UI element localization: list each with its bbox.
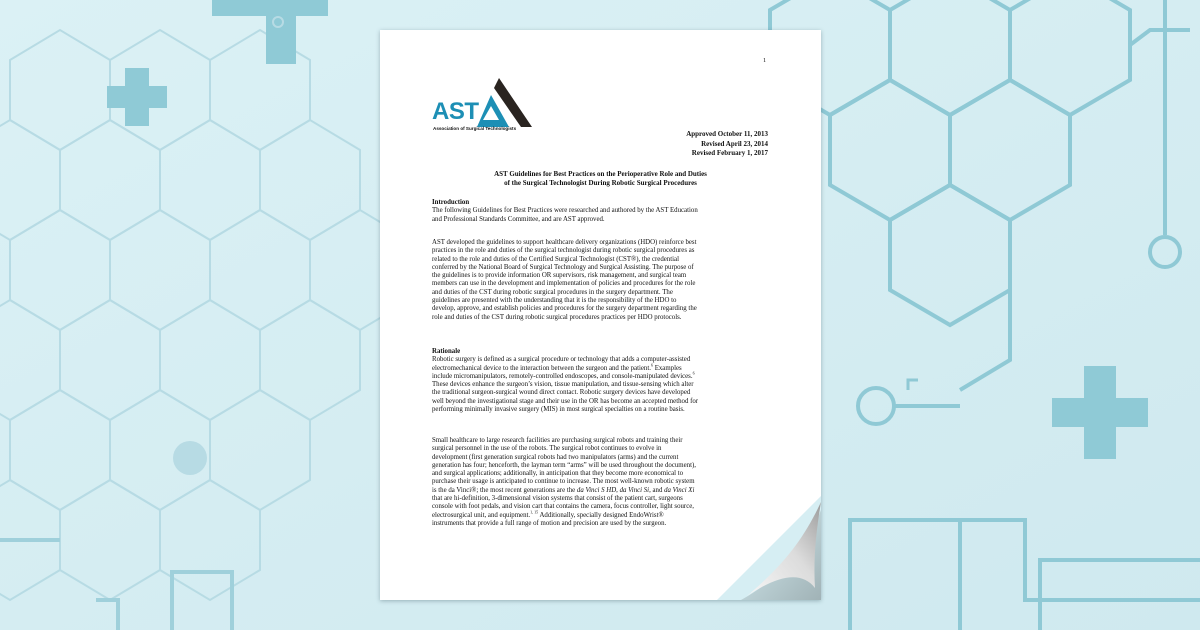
body-line: Robotic surgery is defined as a surgical procedure or technology that adds a computer-assisted xyxy=(432,356,691,364)
body-text: , and xyxy=(649,486,665,494)
body-line: the guidelines is to provide information OR supervisors, risk management, and surgical team xyxy=(432,272,687,280)
body-line: purchase their usage is anticipated to continue to increase. The most well-known robotic system xyxy=(432,478,695,486)
product-name: da Vinci S HD xyxy=(576,486,617,494)
body-line: that are hi-definition, 3-dimensional vision systems that consist of the patient cart, surgeons xyxy=(432,495,683,503)
body-line xyxy=(432,362,772,373)
body-line xyxy=(432,487,772,495)
body-line: surgical personnel in the use of the robots. The surgical robot continues to evolve in xyxy=(432,445,662,453)
page-number: 1 xyxy=(763,57,767,64)
body-line: the traditional surgeon-surgical wound direct contact. Robotic surgery devices have developed xyxy=(432,389,691,397)
product-name: da Vinci Si xyxy=(619,486,650,494)
document-title-line: AST Guidelines for Best Practices on the Perioperative Role and Duties xyxy=(494,170,707,178)
body-text: , xyxy=(616,486,620,494)
ast-logo xyxy=(432,78,542,138)
body-text: electrosurgical unit, and equipment. xyxy=(432,511,531,519)
body-line: instruments that provide a full range of motion and precision are used by the surgeon. xyxy=(432,519,667,527)
body-line xyxy=(432,509,772,520)
body-line: role and duties of the CST during robotic surgical procedures practices per HDO protocols. xyxy=(432,313,682,321)
body-line: guidelines are presented with the understanding that it is the responsibility of the HDO to xyxy=(432,297,677,305)
body-line: and duties of the CST during robotic surgical procedures in the surgery department. The xyxy=(432,288,673,296)
body-text: Examples xyxy=(652,364,682,372)
approval-date-line: Approved October 11, 2013 xyxy=(686,130,768,138)
ast-logo-mountain-icon xyxy=(477,78,532,130)
body-line: well beyond the investigational stage and their use in the OR has become an accepted method for xyxy=(432,397,699,405)
body-text: is the da Vinci®; the most recent generations are the xyxy=(432,486,577,494)
revision-date-line: Revised February 1, 2017 xyxy=(691,149,768,157)
document-page xyxy=(380,30,821,600)
body-line: and Professional Standards Committee, and are AST approved. xyxy=(432,215,605,223)
body-line: develop, approve, and establish policies and procedures for the surgery department regarding the xyxy=(432,305,697,313)
body-line: generation has four; henceforth, the layman term “arms” will be used throughout the document), xyxy=(432,461,696,469)
body-text: electromechanical device to the interaction between the surgeon and the patient. xyxy=(432,364,651,372)
body-line: The following Guidelines for Best Practices were researched and authored by the AST Education xyxy=(432,207,698,215)
document-title-line: of the Surgical Technologist During Robotic Surgical Procedures xyxy=(504,179,697,187)
introduction-section xyxy=(432,199,772,224)
body-text: Additionally, specially designed EndoWrist® xyxy=(538,511,664,519)
body-line: AST developed the guidelines to support healthcare delivery organizations (HDO) reinforce best xyxy=(432,239,697,246)
body-line xyxy=(432,370,772,381)
citation-superscript: 1, 15 xyxy=(530,509,539,515)
body-line: console with foot pedals, and vision cart that contains the camera, focus controller, light source, xyxy=(432,503,694,511)
approval-dates xyxy=(686,130,768,159)
product-name: da Vinci Xi xyxy=(664,486,695,494)
revision-date-line: Revised April 23, 2014 xyxy=(701,139,768,148)
body-text: include micromanipulators, remotely-controlled endoscopes, and console-manipulated devices. xyxy=(432,372,693,380)
body-line: development (first generation surgical robots had two manipulators (arms) and the current xyxy=(432,453,679,461)
document-title xyxy=(420,170,781,188)
rationale-paragraph-2 xyxy=(432,437,772,528)
ast-logo-tagline: Association of Surgical Technologists xyxy=(433,126,517,131)
body-line: conferred by the National Board of Surgical Technology and Surgical Assisting. The purpose of xyxy=(432,263,694,271)
body-line: related to the role and duties of the Certified Surgical Technologist (CST®), the credential xyxy=(432,255,679,263)
body-line: performing minimally invasive surgery (MIS) in most surgical specialties on a routine basis. xyxy=(432,406,685,414)
citation-superscript: 6 xyxy=(692,370,695,376)
body-line: members can use in the development and implementation of policies and procedures for the role xyxy=(432,280,696,288)
citation-superscript: 6 xyxy=(650,362,653,368)
rationale-heading: Rationale xyxy=(432,348,461,355)
body-line: Small healthcare to large research facilities are purchasing surgical robots and training their xyxy=(432,437,683,444)
body-line: These devices enhance the surgeon’s vision, tissue manipulation, and tissue-sensing which alter xyxy=(432,381,694,389)
rationale-section xyxy=(432,348,772,414)
ast-logo-wordmark: AST xyxy=(432,98,479,125)
introduction-heading: Introduction xyxy=(432,199,470,206)
body-line: practices in the role and duties of the surgical technologist during robotic surgical procedures as xyxy=(432,247,695,255)
introduction-paragraph-2 xyxy=(432,239,772,322)
body-line: and surgical applications; additionally, in anticipation that they become more economical to xyxy=(432,470,684,478)
